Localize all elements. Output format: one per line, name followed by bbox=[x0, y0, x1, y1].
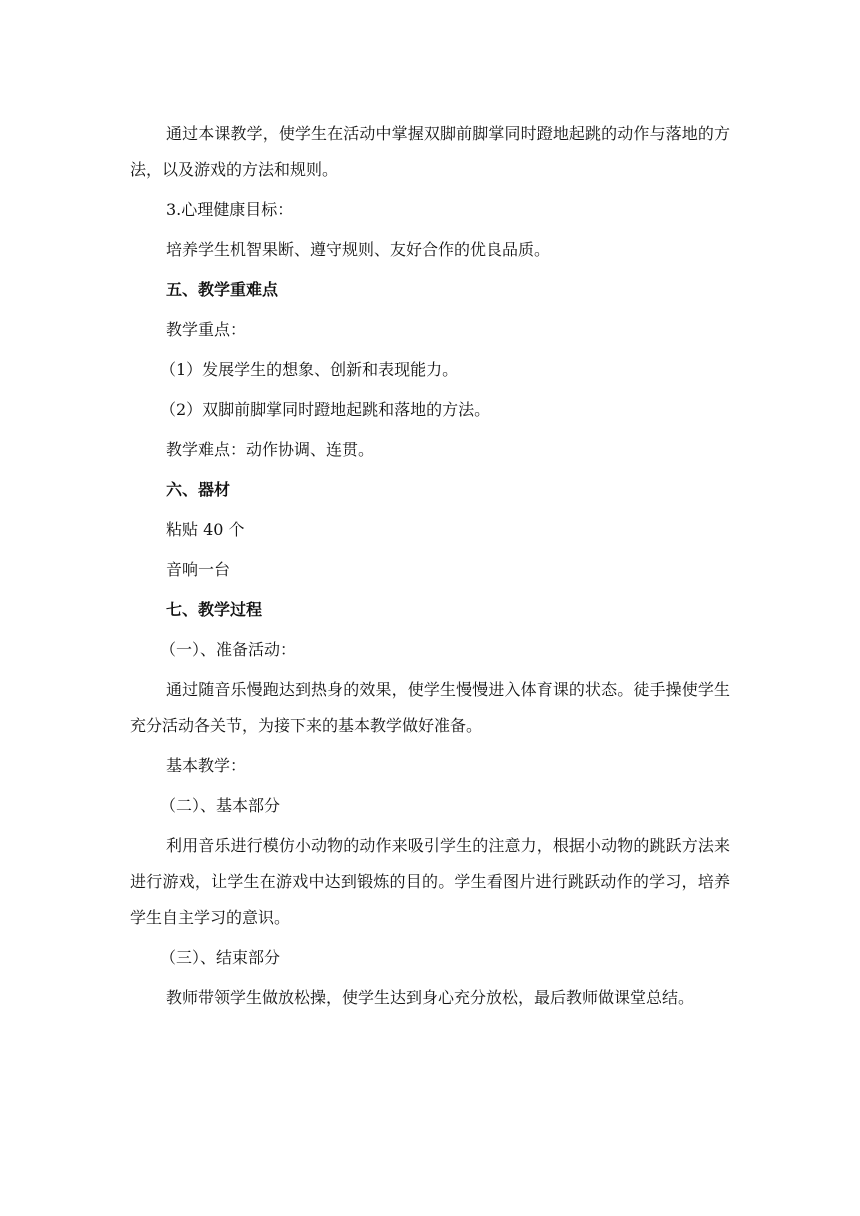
label-basic-teaching: 基本教学： bbox=[166, 756, 247, 775]
teaching-difficulty: 教学难点：动作协调、连贯。 bbox=[166, 440, 375, 459]
section-heading-teaching-process: 七、教学过程 bbox=[166, 600, 263, 619]
focus-item-2: （2）双脚前脚掌同时蹬地起跳和落地的方法。 bbox=[160, 400, 491, 419]
paragraph-warmup: 通过随音乐慢跑达到热身的效果，使学生慢慢进入体育课的状态。徒手操使学生充分活动各关节，为接下来的基本教学做好准备。 bbox=[130, 680, 730, 735]
focus-item-1: （1）发展学生的想象、创新和表现能力。 bbox=[160, 360, 459, 379]
document-body bbox=[130, 116, 730, 1020]
subsection-basic-part: （二）、基本部分 bbox=[160, 796, 281, 815]
paragraph-ending-part: 教师带领学生做放松操，使学生达到身心充分放松，最后教师做课堂总结。 bbox=[166, 988, 695, 1007]
goal-heading-mental-health: 3.心理健康目标： bbox=[166, 200, 294, 219]
equipment-item-stickers: 粘贴 40 个 bbox=[166, 520, 245, 539]
section-heading-equipment: 六、器材 bbox=[166, 480, 231, 499]
section-heading-key-points: 五、教学重难点 bbox=[166, 280, 279, 299]
paragraph-skill-goal: 通过本课教学，使学生在活动中掌握双脚前脚掌同时蹬地起跳的动作与落地的方法，以及游戏的方法和规则。 bbox=[130, 124, 730, 179]
paragraph-basic-part: 利用音乐进行模仿小动物的动作来吸引学生的注意力，根据小动物的跳跃方法来进行游戏，让学生在游戏中达到锻炼的目的。学生看图片进行跳跃动作的学习，培养学生自主学习的意识。 bbox=[130, 836, 730, 927]
equipment-item-speaker: 音响一台 bbox=[166, 560, 231, 579]
subsection-ending-part: （三）、结束部分 bbox=[160, 948, 281, 967]
subsection-warmup: （一）、准备活动： bbox=[160, 640, 297, 659]
label-teaching-focus: 教学重点： bbox=[166, 320, 247, 339]
paragraph-mental-health-goal: 培养学生机智果断、遵守规则、友好合作的优良品质。 bbox=[166, 240, 551, 259]
